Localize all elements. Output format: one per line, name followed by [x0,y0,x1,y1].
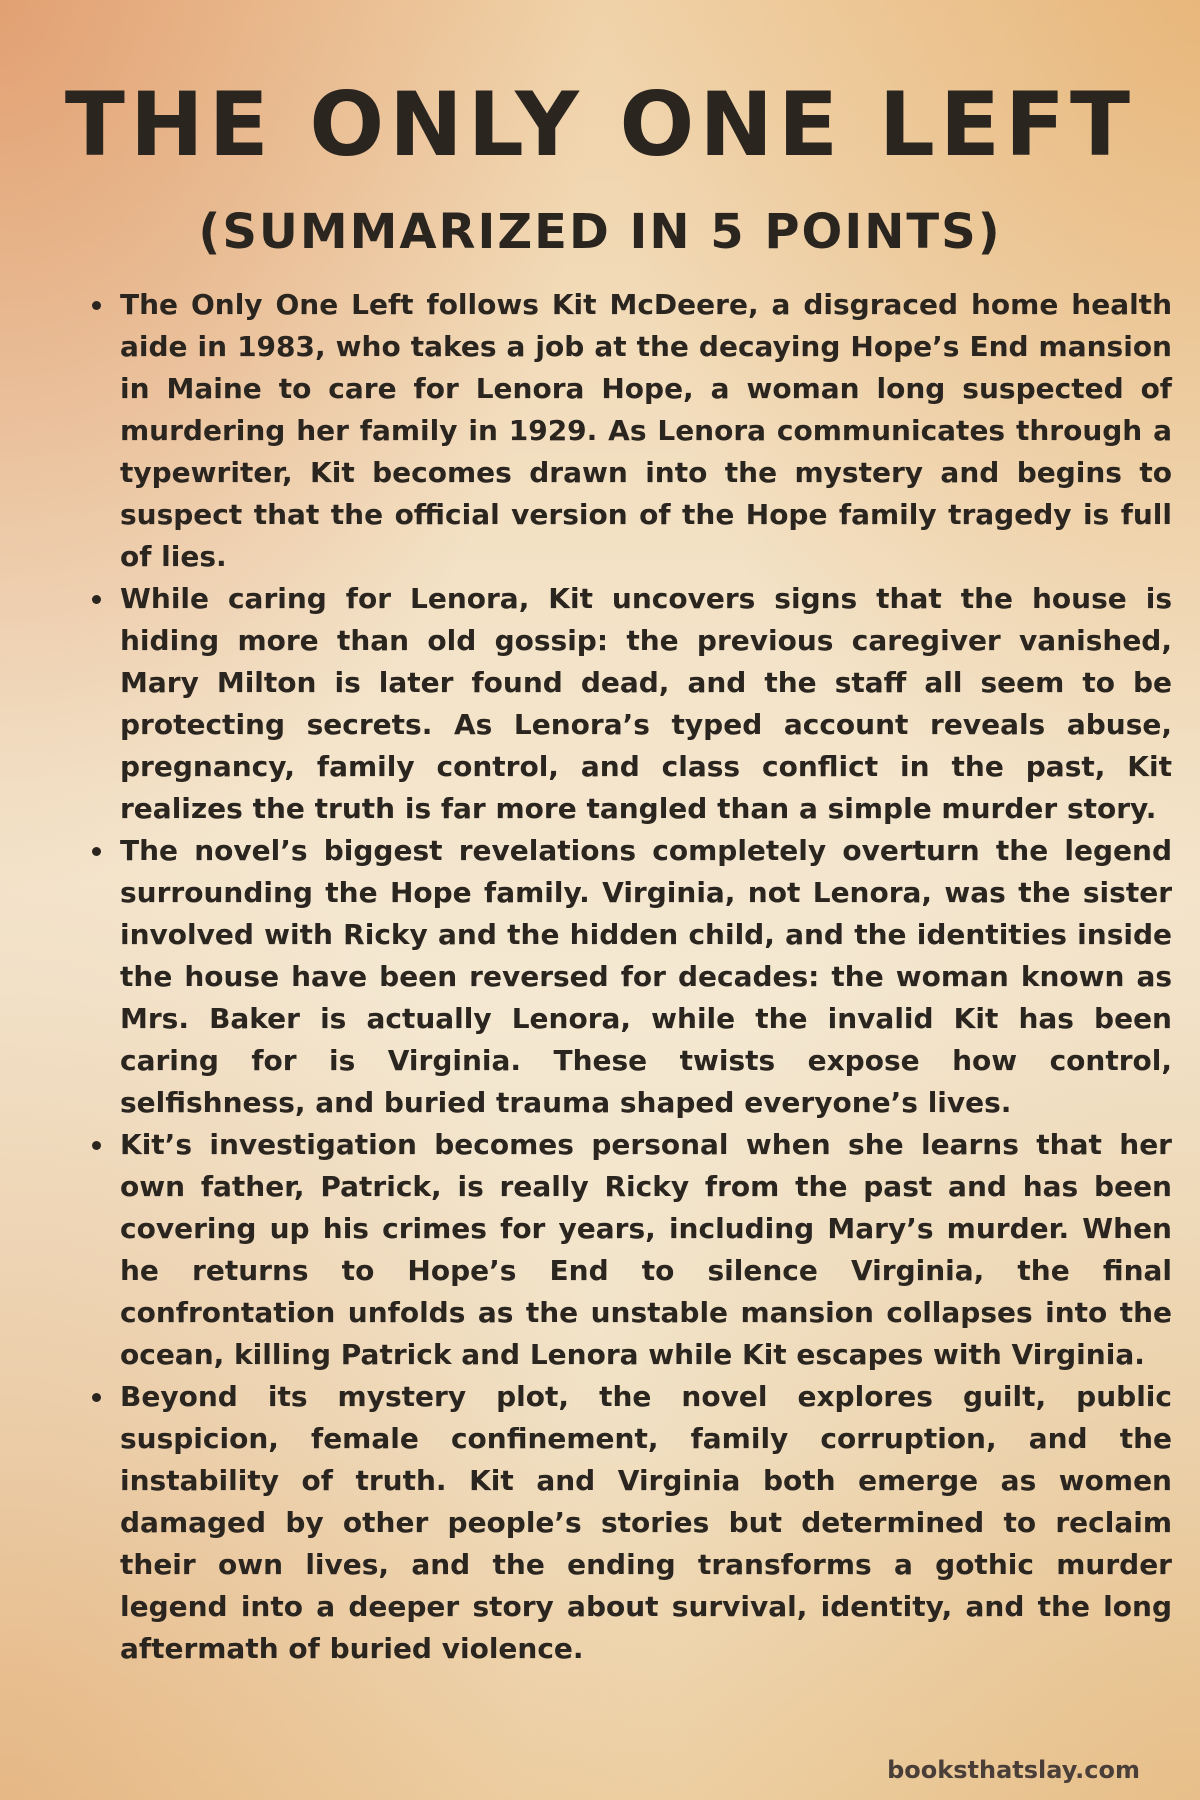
bullet-icon [92,1393,101,1402]
summary-point-4 [120,1124,1172,1376]
summary-point-1 [120,284,1172,578]
summary-points-list [88,284,1172,1670]
summary-point-text: Kit’s investigation becomes personal when she learns that her own father, Patrick, is really Ricky from the past and has been covering up his crimes for years, including Mary’s murder. When he returns to Hope’s End to silence Virginia, the final confrontation unfolds as the unstable mansion collapses into the ocean, killing Patrick and Lenora while Kit escapes with Virginia. [120,1128,1172,1371]
summary-point-text: Beyond its mystery plot, the novel explores guilt, public suspicion, female confinement, family corruption, and the instability of truth. Kit and Virginia both emerge as women damaged by other people’s stories but determined to reclaim their own lives, and the ending transforms a gothic murder legend into a deeper story about survival, identity, and the long aftermath of buried violence. [120,1380,1172,1665]
summary-point-text: The Only One Left follows Kit McDeere, a disgraced home health aide in 1983, who takes a job at the decaying Hope’s End mansion in Maine to care for Lenora Hope, a woman long suspected of murdering her family in 1929. As Lenora communicates through a typewriter, Kit becomes drawn into the mystery and begins to suspect that the official version of the Hope family tragedy is full of lies. [120,288,1172,573]
summary-point-text: The novel’s biggest revelations completely overturn the legend surrounding the Hope family. Virginia, not Lenora, was the sister involved with Ricky and the hidden child, and the identities inside the house have been reversed for decades: the woman known as Mrs. Baker is actually Lenora, while the invalid Kit has been caring for is Virginia. These twists expose how control, selfishness, and buried trauma shaped everyone’s lives. [120,834,1172,1119]
summary-point-3 [120,830,1172,1124]
summary-point-2 [120,578,1172,830]
bullet-icon [92,595,101,604]
page-subtitle: (SUMMARIZED IN 5 POINTS) [198,204,1002,260]
bullet-icon [92,1141,101,1150]
summary-point-text: While caring for Lenora, Kit uncovers signs that the house is hiding more than old gossip: the previous caregiver vanished, Mary Milton is later found dead, and the staff all seem to be protecting secrets. As Lenora’s typed account reveals abuse, pregnancy, family control, and class conflict in the past, Kit realizes the truth is far more tangled than a simple murder story. [120,582,1172,825]
source-watermark: booksthatslay.com [887,1756,1140,1784]
bullet-icon [92,847,101,856]
summary-point-5 [120,1376,1172,1670]
bullet-icon [92,301,101,310]
page-title: THE ONLY ONE LEFT [64,73,1136,176]
